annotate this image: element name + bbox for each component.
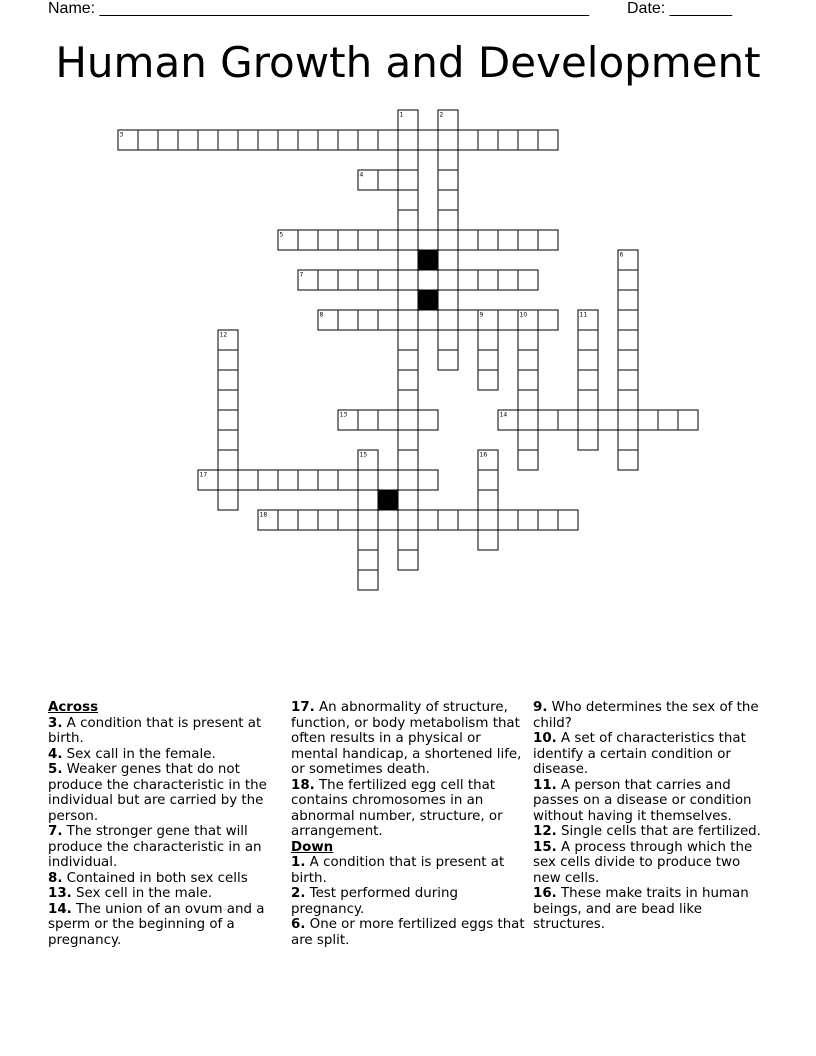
date-field[interactable]: Date: _______: [627, 0, 732, 17]
crossword-cell[interactable]: [218, 410, 238, 430]
clue-item: [48, 902, 280, 949]
crossword-cell[interactable]: [398, 130, 418, 150]
crossword-cell[interactable]: [578, 370, 598, 390]
clue-item: [48, 871, 280, 887]
clue-text: Sex call in the female.: [62, 746, 216, 762]
crossword-cell[interactable]: [618, 430, 638, 450]
crossword-cell[interactable]: [618, 330, 638, 350]
clue-text: Single cells that are fertilized.: [556, 824, 761, 839]
crossword-cell[interactable]: [578, 430, 598, 450]
clue-item: [48, 886, 280, 902]
crossword-cell[interactable]: [318, 130, 338, 150]
crossword-cell[interactable]: [458, 130, 478, 150]
crossword-cell[interactable]: [478, 350, 498, 370]
crossword-cell[interactable]: [398, 190, 418, 210]
crossword-cell[interactable]: [538, 510, 558, 530]
clue-number-label: 17: [199, 471, 208, 479]
clue-number-label: 13: [339, 411, 348, 419]
name-field[interactable]: Name: _______________________________________________________: [48, 0, 589, 17]
clue-number: 10.: [533, 731, 557, 746]
crossword-cell[interactable]: [518, 270, 538, 290]
crossword-cell[interactable]: [478, 270, 498, 290]
clue-number-label: 12: [219, 331, 228, 339]
crossword-cell[interactable]: [398, 530, 418, 550]
crossword-cell[interactable]: [398, 230, 418, 250]
crossword-cell[interactable]: [378, 510, 398, 530]
clue-item: [48, 762, 280, 824]
down-heading: Down: [291, 839, 334, 855]
clue-number: 18.: [291, 777, 315, 793]
clue-number-label: 4: [359, 171, 364, 179]
crossword-cell[interactable]: [618, 350, 638, 370]
crossword-cell[interactable]: [338, 230, 358, 250]
crossword-cell[interactable]: [418, 310, 438, 330]
crossword-cell[interactable]: [358, 230, 378, 250]
clue-item: [48, 716, 280, 747]
crossword-cell[interactable]: [218, 430, 238, 450]
clue-item: [533, 840, 769, 887]
crossword-cell[interactable]: [358, 310, 378, 330]
crossword-cell[interactable]: [378, 170, 398, 190]
clue-number: 7.: [48, 824, 63, 839]
crossword-cell[interactable]: [418, 270, 438, 290]
clue-text: Weaker genes that do not produce the characteristic in the individual but are carried by the person.: [48, 762, 267, 824]
crossword-cell[interactable]: [538, 130, 558, 150]
clue-text: A person that carries and passes on a disease or condition without having it themselves.: [533, 777, 752, 824]
crossword-cell[interactable]: [138, 130, 158, 150]
clue-text: The union of an ovum and a sperm or the beginning of a pregnancy.: [48, 901, 265, 948]
crossword-cell[interactable]: [378, 130, 398, 150]
crossword-cell[interactable]: [518, 330, 538, 350]
clue-item: [291, 778, 525, 840]
crossword-cell[interactable]: [178, 130, 198, 150]
crossword-cell[interactable]: [478, 510, 498, 530]
crossword-cell[interactable]: [578, 330, 598, 350]
clue-item: [533, 824, 769, 840]
crossword-cell[interactable]: [358, 130, 378, 150]
crossword-cell[interactable]: [418, 470, 438, 490]
clue-text: A condition that is present at birth.: [48, 715, 262, 746]
crossword-black-cell: [418, 250, 438, 270]
clue-item: [533, 700, 769, 731]
crossword-cell[interactable]: [378, 410, 398, 430]
crossword-cell[interactable]: [518, 130, 538, 150]
crossword-cell[interactable]: [518, 390, 538, 410]
crossword-cell[interactable]: [238, 470, 258, 490]
crossword-cell[interactable]: [538, 230, 558, 250]
crossword-cell[interactable]: [498, 130, 518, 150]
crossword-cell[interactable]: [658, 410, 678, 430]
clue-text: A condition that is present at birth.: [291, 855, 505, 886]
clue-text: Test performed during pregnancy.: [291, 886, 458, 917]
crossword-cell[interactable]: [318, 270, 338, 290]
crossword-cell[interactable]: [598, 410, 618, 430]
crossword-cell[interactable]: [618, 310, 638, 330]
clue-text: An abnormality of structure, function, or body metabolism that often results in a physical or mental handicap, a shortened life, or sometimes death.: [291, 700, 522, 777]
crossword-cell[interactable]: [438, 190, 458, 210]
crossword-cell[interactable]: [218, 450, 238, 470]
crossword-cell[interactable]: [398, 170, 418, 190]
crossword-cell[interactable]: [438, 130, 458, 150]
clue-number: 12.: [533, 824, 557, 839]
clue-text: Sex cell in the male.: [71, 886, 213, 901]
crossword-cell[interactable]: [278, 510, 298, 530]
clue-number-label: 3: [119, 131, 124, 139]
crossword-cell[interactable]: [218, 470, 238, 490]
crossword-cell[interactable]: [618, 390, 638, 410]
crossword-cell[interactable]: [398, 370, 418, 390]
crossword-cell[interactable]: [358, 470, 378, 490]
clue-text: Who determines the sex of the child?: [533, 700, 759, 731]
crossword-black-cell: [418, 290, 438, 310]
crossword-cell[interactable]: [518, 370, 538, 390]
crossword-cell[interactable]: [378, 270, 398, 290]
clue-text: Contained in both sex cells: [62, 870, 248, 886]
crossword-cell[interactable]: [318, 470, 338, 490]
clue-number-label: 14: [499, 411, 508, 419]
crossword-cell[interactable]: [478, 470, 498, 490]
crossword-cell[interactable]: [478, 330, 498, 350]
crossword-cell[interactable]: [418, 230, 438, 250]
crossword-cell[interactable]: [438, 310, 458, 330]
crossword-cell[interactable]: [478, 490, 498, 510]
crossword-cell[interactable]: [438, 230, 458, 250]
crossword-cell[interactable]: [398, 490, 418, 510]
crossword-cell[interactable]: [418, 410, 438, 430]
clue-number: 16.: [533, 886, 557, 901]
crossword-cell[interactable]: [358, 550, 378, 570]
crossword-cell[interactable]: [238, 130, 258, 150]
crossword-cell[interactable]: [358, 510, 378, 530]
crossword-cell[interactable]: [398, 250, 418, 270]
crossword-cell[interactable]: [218, 130, 238, 150]
clue-text: One or more fertilized eggs that are split.: [291, 917, 525, 948]
crossword-cell[interactable]: [438, 330, 458, 350]
clue-number-label: 6: [619, 251, 624, 259]
crossword-black-cell: [378, 490, 398, 510]
clue-number: 13.: [48, 886, 72, 901]
crossword-cell[interactable]: [438, 150, 458, 170]
crossword-cell[interactable]: [498, 270, 518, 290]
crossword-cell[interactable]: [398, 450, 418, 470]
crossword-cell[interactable]: [338, 470, 358, 490]
clue-number-label: 18: [259, 511, 268, 519]
crossword-cell[interactable]: [538, 410, 558, 430]
crossword-cell[interactable]: [398, 430, 418, 450]
crossword-cell[interactable]: [318, 510, 338, 530]
crossword-cell[interactable]: [518, 230, 538, 250]
clue-item: [48, 747, 280, 763]
crossword-cell[interactable]: [278, 470, 298, 490]
crossword-cell[interactable]: [518, 350, 538, 370]
crossword-cell[interactable]: [218, 370, 238, 390]
clue-number: 17.: [291, 700, 315, 715]
crossword-cell[interactable]: [498, 310, 518, 330]
crossword-cell[interactable]: [338, 270, 358, 290]
clue-number: 15.: [533, 839, 557, 855]
crossword-cell[interactable]: [358, 570, 378, 590]
clue-item: [533, 886, 769, 933]
crossword-cell[interactable]: [418, 510, 438, 530]
clue-text: The fertilized egg cell that contains chromosomes in an abnormal number, structure, or arrangement.: [291, 777, 503, 839]
crossword-cell[interactable]: [378, 230, 398, 250]
clue-number: 1.: [291, 855, 306, 870]
crossword-cell[interactable]: [638, 410, 658, 430]
crossword-cell[interactable]: [438, 210, 458, 230]
crossword-cell[interactable]: [438, 250, 458, 270]
clue-number-label: 1: [399, 111, 404, 119]
crossword-cell[interactable]: [158, 130, 178, 150]
crossword-cell[interactable]: [198, 130, 218, 150]
crossword-cell[interactable]: [398, 310, 418, 330]
clue-text: A process through which the sex cells divide to produce two new cells.: [533, 839, 753, 886]
crossword-cell[interactable]: [298, 470, 318, 490]
crossword-cell[interactable]: [398, 270, 418, 290]
crossword-cell[interactable]: [478, 230, 498, 250]
clue-item: [291, 886, 525, 917]
crossword-cell[interactable]: [338, 310, 358, 330]
clue-number: 9.: [533, 700, 548, 715]
crossword-cell[interactable]: [338, 130, 358, 150]
crossword-cell[interactable]: [438, 170, 458, 190]
crossword-cell[interactable]: [438, 350, 458, 370]
crossword-cell[interactable]: [398, 330, 418, 350]
crossword-cell[interactable]: [578, 390, 598, 410]
crossword-cell[interactable]: [298, 510, 318, 530]
clue-item: [291, 917, 525, 948]
crossword-cell[interactable]: [498, 510, 518, 530]
crossword-cell[interactable]: [458, 230, 478, 250]
clue-number: 5.: [48, 762, 63, 777]
crossword-cell[interactable]: [458, 310, 478, 330]
crossword-cell[interactable]: [278, 130, 298, 150]
crossword-cell[interactable]: [578, 410, 598, 430]
clue-number-label: 7: [299, 271, 304, 279]
crossword-cell[interactable]: [318, 230, 338, 250]
crossword-cell[interactable]: [438, 510, 458, 530]
crossword-cell[interactable]: [218, 390, 238, 410]
crossword-cell[interactable]: [518, 510, 538, 530]
clue-number: 11.: [533, 777, 557, 793]
clue-number: 8.: [48, 870, 63, 886]
crossword-cell[interactable]: [678, 410, 698, 430]
crossword-cell[interactable]: [338, 510, 358, 530]
crossword-cell[interactable]: [618, 370, 638, 390]
clue-number-label: 16: [479, 451, 488, 459]
crossword-cell[interactable]: [398, 550, 418, 570]
clues-column-1: [48, 700, 280, 948]
clue-item: [533, 731, 769, 778]
crossword-cell[interactable]: [538, 310, 558, 330]
clue-number-label: 11: [579, 311, 588, 319]
crossword-cell[interactable]: [258, 130, 278, 150]
clue-number: 6.: [291, 917, 306, 932]
crossword-cell[interactable]: [578, 350, 598, 370]
crossword-cell[interactable]: [478, 130, 498, 150]
clue-number-label: 10: [519, 311, 528, 319]
crossword-cell[interactable]: [518, 430, 538, 450]
crossword-cell[interactable]: [398, 510, 418, 530]
crossword-cell[interactable]: [398, 350, 418, 370]
crossword-cell[interactable]: [218, 350, 238, 370]
crossword-cell[interactable]: [398, 470, 418, 490]
crossword-cell[interactable]: [518, 450, 538, 470]
clue-text: The stronger gene that will produce the characteristic in an individual.: [48, 824, 262, 870]
crossword-cell[interactable]: [618, 410, 638, 430]
clue-number-label: 5: [279, 231, 284, 239]
across-heading: Across: [48, 700, 99, 715]
clue-text: A set of characteristics that identify a certain condition or disease.: [533, 731, 746, 777]
crossword-cell[interactable]: [358, 410, 378, 430]
crossword-cell[interactable]: [378, 470, 398, 490]
crossword-cell[interactable]: [358, 270, 378, 290]
clue-number-label: 2: [439, 111, 444, 119]
crossword-cell[interactable]: [398, 410, 418, 430]
crossword-cell[interactable]: [358, 490, 378, 510]
clue-text: These make traits in human beings, and are bead like structures.: [533, 886, 749, 932]
crossword-cell[interactable]: [558, 510, 578, 530]
crossword-cell[interactable]: [618, 290, 638, 310]
crossword-cell[interactable]: [478, 530, 498, 550]
crossword-cell[interactable]: [458, 510, 478, 530]
crossword-cell[interactable]: [418, 130, 438, 150]
clue-number: 4.: [48, 746, 63, 762]
crossword-cell[interactable]: [618, 270, 638, 290]
crossword-cell[interactable]: [398, 210, 418, 230]
crossword-cell[interactable]: [358, 530, 378, 550]
crossword-cell[interactable]: [398, 150, 418, 170]
clue-number: 3.: [48, 715, 63, 731]
page-title: Human Growth and Development: [55, 38, 761, 87]
crossword-cell[interactable]: [438, 270, 458, 290]
crossword-cell[interactable]: [298, 130, 318, 150]
crossword-cell[interactable]: [398, 290, 418, 310]
clues-column-3: [533, 700, 769, 933]
clues-column-2: [291, 700, 525, 948]
crossword-cell[interactable]: [618, 450, 638, 470]
crossword-cell[interactable]: [298, 230, 318, 250]
clue-number-label: 8: [319, 311, 324, 319]
crossword-cell[interactable]: [258, 470, 278, 490]
crossword-cell[interactable]: [558, 410, 578, 430]
clue-item: [291, 855, 525, 886]
clue-number: 14.: [48, 901, 72, 917]
crossword-cell[interactable]: [518, 410, 538, 430]
crossword-cell[interactable]: [378, 310, 398, 330]
crossword-cell[interactable]: [458, 270, 478, 290]
clue-item: [533, 778, 769, 825]
crossword-cell[interactable]: [438, 290, 458, 310]
crossword-cell[interactable]: [218, 490, 238, 510]
clue-number: 2.: [291, 886, 306, 901]
crossword-cell[interactable]: [478, 370, 498, 390]
crossword-cell[interactable]: [498, 230, 518, 250]
clue-number-label: 9: [479, 311, 484, 319]
crossword-cell[interactable]: [398, 390, 418, 410]
clue-number-label: 15: [359, 451, 368, 459]
clue-item: [291, 700, 525, 778]
clue-item: [48, 824, 280, 871]
